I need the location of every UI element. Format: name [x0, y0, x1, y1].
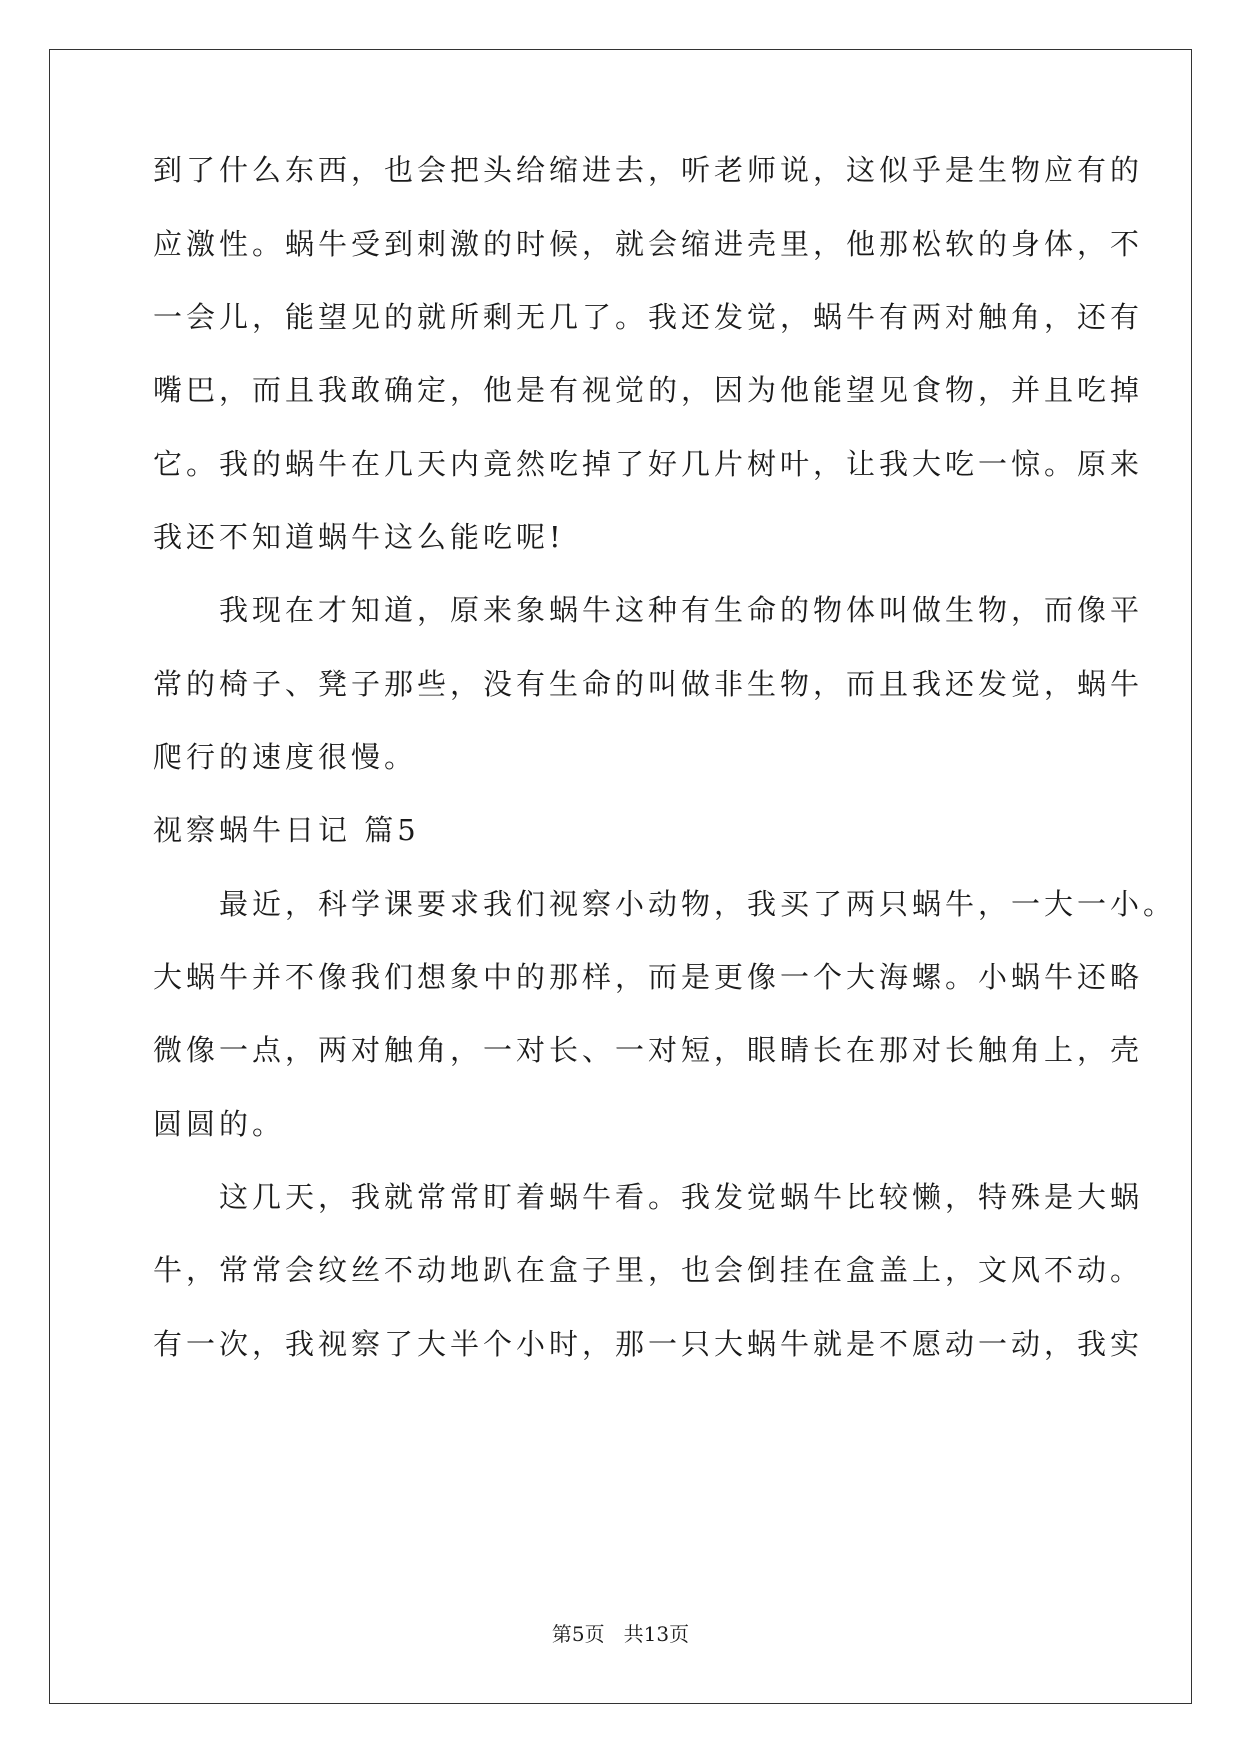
text-line: 大蜗牛并不像我们想象中的那样，而是更像一个大海螺。小蜗牛还略	[153, 960, 1144, 994]
text-line: 应激性。蜗牛受到刺激的时候，就会缩进壳里，他那松软的身体，不	[153, 227, 1144, 261]
page-footer	[0, 1620, 1241, 1648]
page-total: 共13页	[623, 1622, 690, 1646]
text-line: 我还不知道蜗牛这么能吃呢!	[153, 520, 565, 554]
text-line: 爬行的速度很慢。	[153, 740, 418, 774]
text-line: 圆圆的。	[153, 1107, 286, 1141]
text-line: 一会儿，能望见的就所剩无几了。我还发觉，蜗牛有两对触角，还有	[153, 300, 1144, 334]
page-number: 第5页	[551, 1622, 605, 1646]
text-line: 嘴巴，而且我敢确定，他是有视觉的，因为他能望见食物，并且吃掉	[153, 373, 1144, 407]
text-line: 最近，科学课要求我们视察小动物，我买了两只蜗牛，一大一小。	[153, 887, 1177, 921]
text-line: 到了什么东西，也会把头给缩进去，听老师说，这似乎是生物应有的	[153, 153, 1144, 187]
text-line: 常的椅子、凳子那些，没有生命的叫做非生物，而且我还发觉，蜗牛	[153, 667, 1144, 701]
text-line: 有一次，我视察了大半个小时，那一只大蜗牛就是不愿动一动，我实	[153, 1327, 1144, 1361]
section-heading: 视察蜗牛日记 篇5	[153, 813, 420, 847]
text-line: 我现在才知道，原来象蜗牛这种有生命的物体叫做生物，而像平	[153, 593, 1144, 627]
text-line: 这几天，我就常常盯着蜗牛看。我发觉蜗牛比较懒，特殊是大蜗	[153, 1180, 1144, 1214]
text-line: 微像一点，两对触角，一对长、一对短，眼睛长在那对长触角上，壳	[153, 1033, 1144, 1067]
text-line: 它。我的蜗牛在几天内竟然吃掉了好几片树叶，让我大吃一惊。原来	[153, 447, 1144, 481]
text-line: 牛，常常会纹丝不动地趴在盒子里，也会倒挂在盒盖上，文风不动。	[153, 1253, 1144, 1287]
